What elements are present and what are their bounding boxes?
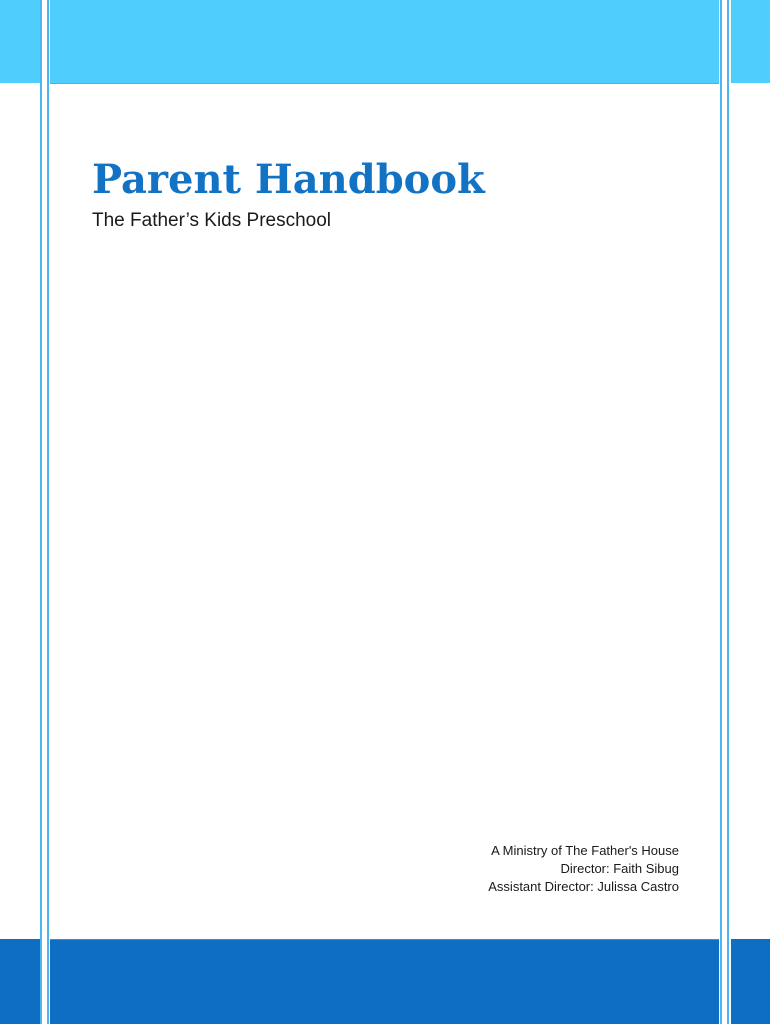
left-header-block	[0, 0, 40, 83]
left-inner-border-rule	[47, 0, 49, 1024]
director-line: Director: Faith Sibug	[560, 861, 679, 876]
left-footer-block	[0, 939, 40, 1024]
right-border-rule	[727, 0, 729, 1024]
footer-band	[50, 939, 719, 1024]
ministry-line: A Ministry of The Father's House	[491, 843, 679, 858]
right-header-block	[731, 0, 770, 83]
document-subtitle: The Father’s Kids Preschool	[92, 210, 332, 231]
credits-block	[488, 842, 679, 896]
right-footer-block	[731, 939, 770, 1024]
left-border-rule	[40, 0, 42, 1024]
document-title: Parent Handbook	[92, 156, 485, 203]
right-inner-border-rule	[720, 0, 722, 1024]
header-band	[50, 0, 719, 84]
assistant-director-line: Assistant Director: Julissa Castro	[488, 879, 679, 894]
